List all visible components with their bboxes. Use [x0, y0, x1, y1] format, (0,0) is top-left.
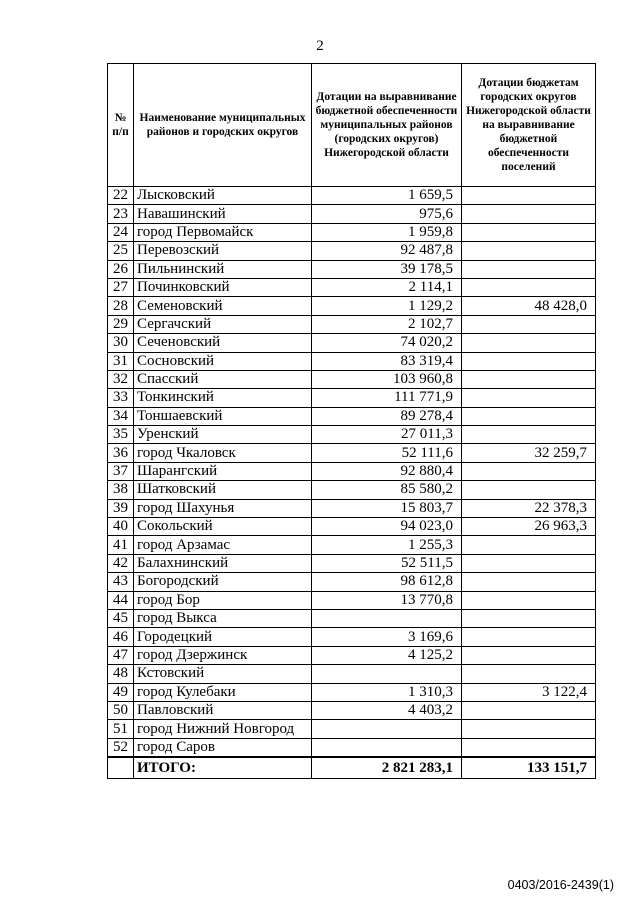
row-number: 37 [108, 462, 134, 480]
row-value-2 [462, 315, 596, 333]
table-row [108, 609, 596, 627]
row-name: Сосновский [134, 352, 312, 370]
table-row [108, 205, 596, 223]
row-number: 43 [108, 573, 134, 591]
table-row [108, 426, 596, 444]
row-number: 41 [108, 536, 134, 554]
row-name: город Бор [134, 591, 312, 609]
table-body [108, 187, 596, 779]
header-row [108, 64, 596, 187]
row-number: 51 [108, 720, 134, 738]
table-row [108, 646, 596, 664]
table-row [108, 701, 596, 719]
row-value-2 [462, 370, 596, 388]
table-row [108, 352, 596, 370]
header-col1: Дотации на выравнивание бюджетной обеспеченности муниципальных районов (городских округов) Нижегородской области [312, 64, 462, 187]
row-name: Тонкинский [134, 389, 312, 407]
row-value-1: 4 403,2 [312, 701, 462, 719]
row-value-2 [462, 242, 596, 260]
row-value-2 [462, 481, 596, 499]
table-row [108, 738, 596, 757]
table-row [108, 591, 596, 609]
row-value-1: 3 169,6 [312, 628, 462, 646]
table-row [108, 720, 596, 738]
table-row [108, 683, 596, 701]
row-value-1: 1 959,8 [312, 223, 462, 241]
table-row [108, 573, 596, 591]
table-row [108, 315, 596, 333]
row-value-2 [462, 536, 596, 554]
row-number: 35 [108, 426, 134, 444]
row-value-1: 27 011,3 [312, 426, 462, 444]
table-row [108, 628, 596, 646]
row-name: город Чкаловск [134, 444, 312, 462]
row-number: 48 [108, 665, 134, 683]
row-name: Пильнинский [134, 260, 312, 278]
row-value-2 [462, 205, 596, 223]
row-value-1: 94 023,0 [312, 518, 462, 536]
row-number: 42 [108, 554, 134, 572]
row-number: 28 [108, 297, 134, 315]
row-value-1: 89 278,4 [312, 407, 462, 425]
header-name: Наименование муниципальных районов и городских округов [134, 64, 312, 187]
row-value-1: 4 125,2 [312, 646, 462, 664]
row-value-1 [312, 720, 462, 738]
row-number: 30 [108, 334, 134, 352]
row-number: 22 [108, 187, 134, 205]
row-name: Семеновский [134, 297, 312, 315]
row-name: Починковский [134, 278, 312, 296]
row-number: 47 [108, 646, 134, 664]
table-row [108, 334, 596, 352]
row-value-2 [462, 260, 596, 278]
row-value-1: 92 487,8 [312, 242, 462, 260]
row-value-2 [462, 591, 596, 609]
row-number: 31 [108, 352, 134, 370]
table-row [108, 187, 596, 205]
row-value-1: 52 111,6 [312, 444, 462, 462]
row-name: город Выкса [134, 609, 312, 627]
row-name: Спасский [134, 370, 312, 388]
row-name: Сокольский [134, 518, 312, 536]
row-value-1: 92 880,4 [312, 462, 462, 480]
row-value-2: 32 259,7 [462, 444, 596, 462]
row-name: Сеченовский [134, 334, 312, 352]
row-value-2 [462, 462, 596, 480]
header-num: № п/п [108, 64, 134, 187]
row-number: 26 [108, 260, 134, 278]
row-value-2 [462, 334, 596, 352]
row-name: Кстовский [134, 665, 312, 683]
row-number: 40 [108, 518, 134, 536]
row-value-1: 975,6 [312, 205, 462, 223]
row-value-1: 98 612,8 [312, 573, 462, 591]
row-value-2 [462, 187, 596, 205]
row-name: Шатковский [134, 481, 312, 499]
row-number: 45 [108, 609, 134, 627]
row-name: Лысковский [134, 187, 312, 205]
page-number: 2 [316, 38, 324, 54]
table-row [108, 297, 596, 315]
row-value-1: 13 770,8 [312, 591, 462, 609]
row-number: 52 [108, 738, 134, 757]
row-name: город Шахунья [134, 499, 312, 517]
document-code: 0403/2016-2439(1) [507, 878, 614, 892]
table-row [108, 242, 596, 260]
row-value-2 [462, 609, 596, 627]
table-row [108, 370, 596, 388]
row-value-2 [462, 554, 596, 572]
row-value-1: 2 102,7 [312, 315, 462, 333]
subsidies-table [107, 63, 596, 779]
table-row [108, 260, 596, 278]
row-name: город Первомайск [134, 223, 312, 241]
row-name: Перевозский [134, 242, 312, 260]
row-name: Шарангский [134, 462, 312, 480]
row-value-2 [462, 646, 596, 664]
row-value-1 [312, 665, 462, 683]
row-value-1: 15 803,7 [312, 499, 462, 517]
total-row [108, 757, 596, 779]
total-num-cell [108, 757, 134, 779]
row-value-1: 1 659,5 [312, 187, 462, 205]
row-number: 32 [108, 370, 134, 388]
table-row [108, 223, 596, 241]
row-number: 34 [108, 407, 134, 425]
table-row [108, 278, 596, 296]
row-number: 38 [108, 481, 134, 499]
row-number: 46 [108, 628, 134, 646]
row-value-1: 1 129,2 [312, 297, 462, 315]
row-name: Уренский [134, 426, 312, 444]
row-value-1: 74 020,2 [312, 334, 462, 352]
row-value-1 [312, 738, 462, 757]
row-number: 27 [108, 278, 134, 296]
row-number: 49 [108, 683, 134, 701]
row-number: 25 [108, 242, 134, 260]
row-name: город Кулебаки [134, 683, 312, 701]
row-value-2: 3 122,4 [462, 683, 596, 701]
row-value-2: 48 428,0 [462, 297, 596, 315]
row-number: 39 [108, 499, 134, 517]
row-value-2 [462, 738, 596, 757]
table-row [108, 481, 596, 499]
row-name: Богородский [134, 573, 312, 591]
row-value-1: 103 960,8 [312, 370, 462, 388]
row-value-2 [462, 720, 596, 738]
row-value-2: 26 963,3 [462, 518, 596, 536]
row-name: город Саров [134, 738, 312, 757]
row-value-1: 1 255,3 [312, 536, 462, 554]
row-name: город Арзамас [134, 536, 312, 554]
table-row [108, 499, 596, 517]
table-row [108, 518, 596, 536]
row-value-1 [312, 609, 462, 627]
row-value-2 [462, 426, 596, 444]
row-value-2 [462, 628, 596, 646]
row-number: 36 [108, 444, 134, 462]
row-value-2 [462, 573, 596, 591]
row-value-2 [462, 223, 596, 241]
row-name: Балахнинский [134, 554, 312, 572]
row-name: Сергачский [134, 315, 312, 333]
row-number: 23 [108, 205, 134, 223]
row-name: Тоншаевский [134, 407, 312, 425]
row-name: Городецкий [134, 628, 312, 646]
row-value-1: 83 319,4 [312, 352, 462, 370]
row-number: 24 [108, 223, 134, 241]
row-value-2 [462, 389, 596, 407]
row-value-1: 2 114,1 [312, 278, 462, 296]
row-value-1: 111 771,9 [312, 389, 462, 407]
table-row [108, 407, 596, 425]
row-value-2 [462, 701, 596, 719]
table-row [108, 665, 596, 683]
row-value-1: 85 580,2 [312, 481, 462, 499]
total-value-2: 133 151,7 [462, 757, 596, 779]
row-value-2 [462, 352, 596, 370]
row-number: 50 [108, 701, 134, 719]
row-name: город Нижний Новгород [134, 720, 312, 738]
row-value-1: 52 511,5 [312, 554, 462, 572]
total-label: ИТОГО: [134, 757, 312, 779]
row-value-2 [462, 407, 596, 425]
row-value-1: 39 178,5 [312, 260, 462, 278]
table-row [108, 389, 596, 407]
row-number: 29 [108, 315, 134, 333]
row-number: 44 [108, 591, 134, 609]
row-number: 33 [108, 389, 134, 407]
header-col2: Дотации бюджетам городских округов Нижегородской области на выравнивание бюджетной обеспеченности поселений [462, 64, 596, 187]
table-row [108, 462, 596, 480]
table-row [108, 554, 596, 572]
row-value-1: 1 310,3 [312, 683, 462, 701]
row-name: Навашинский [134, 205, 312, 223]
row-name: Павловский [134, 701, 312, 719]
row-value-2 [462, 278, 596, 296]
total-value-1: 2 821 283,1 [312, 757, 462, 779]
table-row [108, 536, 596, 554]
row-value-2: 22 378,3 [462, 499, 596, 517]
table-row [108, 444, 596, 462]
row-value-2 [462, 665, 596, 683]
row-name: город Дзержинск [134, 646, 312, 664]
